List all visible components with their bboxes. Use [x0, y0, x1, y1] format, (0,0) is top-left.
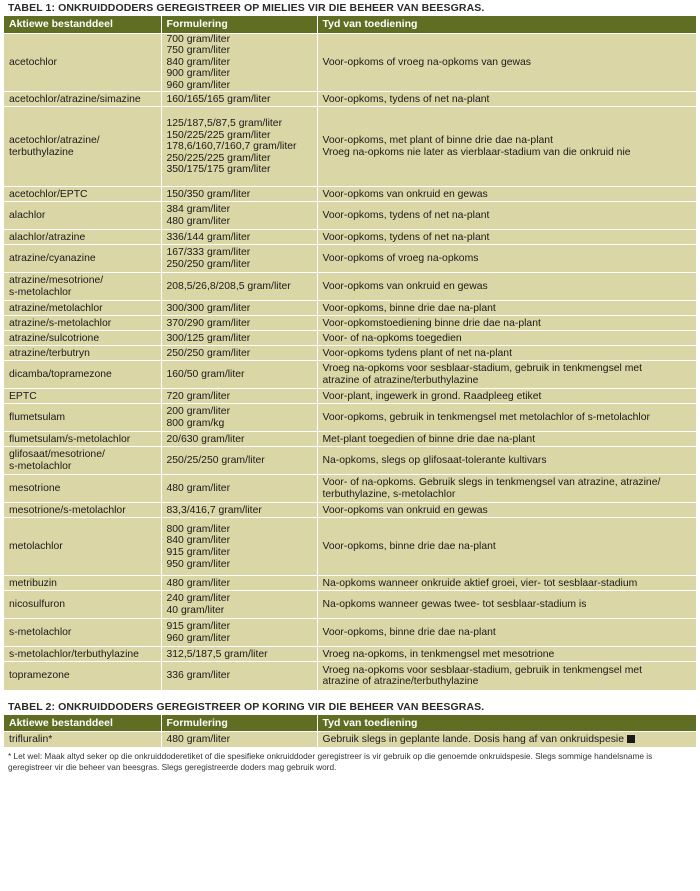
timing-cell: Voor-opkoms, tydens of net na-plant	[317, 202, 696, 230]
ingredient-cell: topramezone	[4, 662, 161, 690]
timing-cell: Voor-opkoms, tydens of net na-plant	[317, 92, 696, 107]
ingredient-cell: atrazine/s-metolachlor	[4, 316, 161, 331]
formulation-cell: 312,5/187,5 gram/liter	[161, 647, 317, 662]
table-row	[4, 107, 696, 187]
formulation-cell: 300/125 gram/liter	[161, 331, 317, 346]
timing-cell: Na-opkoms, slegs op glifosaat-tolerante kultivars	[317, 447, 696, 475]
header-ingredient: Aktiewe bestanddeel	[4, 715, 161, 732]
table-row	[4, 187, 696, 202]
formulation-cell: 300/300 gram/liter	[161, 301, 317, 316]
formulation-cell: 800 gram/liter 840 gram/liter 915 gram/liter 950 gram/liter	[161, 518, 317, 576]
table-row	[4, 503, 696, 518]
ingredient-cell: acetochlor/atrazine/simazine	[4, 92, 161, 107]
table-row	[4, 245, 696, 273]
ingredient-cell: mesotrione/s-metolachlor	[4, 503, 161, 518]
formulation-cell: 700 gram/liter 750 gram/liter 840 gram/liter 900 gram/liter 960 gram/liter	[161, 33, 317, 92]
ingredient-cell: atrazine/sulcotrione	[4, 331, 161, 346]
table-row	[4, 732, 696, 747]
ingredient-cell: metribuzin	[4, 576, 161, 591]
timing-cell: Voor-opkoms, gebruik in tenkmengsel met metolachlor of s-metolachlor	[317, 404, 696, 432]
table-row	[4, 273, 696, 301]
timing-cell: Voor-opkomstoediening binne drie dae na-plant	[317, 316, 696, 331]
timing-cell: Na-opkoms wanneer gewas twee- tot sesblaar-stadium is	[317, 591, 696, 619]
ingredient-cell: acetochlor/EPTC	[4, 187, 161, 202]
timing-cell: Voor-opkoms, binne drie dae na-plant	[317, 619, 696, 647]
timing-cell: Voor-opkoms, tydens of net na-plant	[317, 230, 696, 245]
timing-cell: Voor-opkoms, binne drie dae na-plant	[317, 518, 696, 576]
timing-text: Gebruik slegs in geplante lande. Dosis hang af van onkruidspesie	[322, 733, 625, 745]
timing-cell: Voor- of na-opkoms. Gebruik slegs in tenkmengsel van atrazine, atrazine/ terbuthylazine, s-metolachlor	[317, 475, 696, 503]
table-row	[4, 202, 696, 230]
ingredient-cell: trifluralin*	[4, 732, 161, 747]
timing-cell: Voor-opkoms, binne drie dae na-plant	[317, 301, 696, 316]
timing-cell: Voor-opkoms, met plant of binne drie dae na-plant Vroeg na-opkoms nie later as vierblaar-stadium van die onkruid nie	[317, 107, 696, 187]
ingredient-cell: atrazine/cyanazine	[4, 245, 161, 273]
formulation-cell: 20/630 gram/liter	[161, 432, 317, 447]
formulation-cell: 160/165/165 gram/liter	[161, 92, 317, 107]
header-timing: Tyd van toediening	[317, 16, 696, 33]
timing-cell: Voor-opkoms of vroeg na-opkoms van gewas	[317, 33, 696, 92]
table-row	[4, 432, 696, 447]
timing-cell: Voor-plant, ingewerk in grond. Raadpleeg etiket	[317, 389, 696, 404]
formulation-cell: 208,5/26,8/208,5 gram/liter	[161, 273, 317, 301]
timing-cell: Voor-opkoms van onkruid en gewas	[317, 503, 696, 518]
header-timing: Tyd van toediening	[317, 715, 696, 732]
table1	[4, 16, 696, 690]
table-row	[4, 619, 696, 647]
ingredient-cell: atrazine/metolachlor	[4, 301, 161, 316]
timing-cell: Voor-opkoms van onkruid en gewas	[317, 273, 696, 301]
table2-header-row	[4, 715, 696, 732]
table2	[4, 715, 696, 747]
formulation-cell: 480 gram/liter	[161, 732, 317, 747]
formulation-cell: 160/50 gram/liter	[161, 361, 317, 389]
table2-caption: TABEL 2: ONKRUIDDODERS GEREGISTREER OP KORING VIR DIE BEHEER VAN BEESGRAS.	[8, 700, 485, 713]
formulation-cell: 200 gram/liter 800 gram/kg	[161, 404, 317, 432]
formulation-cell: 83,3/416,7 gram/liter	[161, 503, 317, 518]
header-formulation: Formulering	[161, 715, 317, 732]
formulation-cell: 125/187,5/87,5 gram/liter 150/225/225 gram/liter 178,6/160,7/160,7 gram/liter 250/225/225 gram/liter 350/175/175 gram/liter	[161, 107, 317, 187]
timing-cell	[317, 732, 696, 747]
formulation-cell: 250/250 gram/liter	[161, 346, 317, 361]
formulation-cell: 370/290 gram/liter	[161, 316, 317, 331]
formulation-cell: 250/25/250 gram/liter	[161, 447, 317, 475]
timing-cell: Na-opkoms wanneer onkruide aktief groei, vier- tot sesblaar-stadium	[317, 576, 696, 591]
table-row	[4, 33, 696, 92]
table-row	[4, 301, 696, 316]
table-row	[4, 230, 696, 245]
table-row	[4, 92, 696, 107]
ingredient-cell: alachlor/atrazine	[4, 230, 161, 245]
table-row	[4, 576, 696, 591]
timing-cell: Vroeg na-opkoms voor sesblaar-stadium, gebruik in tenkmengsel met atrazine of atrazine/terbuthylazine	[317, 662, 696, 690]
ingredient-cell: atrazine/mesotrione/ s-metolachlor	[4, 273, 161, 301]
ingredient-cell: EPTC	[4, 389, 161, 404]
formulation-cell: 167/333 gram/liter 250/250 gram/liter	[161, 245, 317, 273]
table-row	[4, 475, 696, 503]
table-row	[4, 447, 696, 475]
table-row	[4, 662, 696, 690]
table-row	[4, 647, 696, 662]
timing-cell: Voor- of na-opkoms toegedien	[317, 331, 696, 346]
table-row	[4, 331, 696, 346]
table1-caption: TABEL 1: ONKRUIDDODERS GEREGISTREER OP MIELIES VIR DIE BEHEER VAN BEESGRAS.	[8, 2, 485, 14]
ingredient-cell: metolachlor	[4, 518, 161, 576]
table-row	[4, 518, 696, 576]
timing-cell: Voor-opkoms van onkruid en gewas	[317, 187, 696, 202]
formulation-cell: 915 gram/liter 960 gram/liter	[161, 619, 317, 647]
formulation-cell: 336 gram/liter	[161, 662, 317, 690]
ingredient-cell: acetochlor	[4, 33, 161, 92]
ingredient-cell: glifosaat/mesotrione/ s-metolachlor	[4, 447, 161, 475]
timing-cell: Voor-opkoms tydens plant of net na-plant	[317, 346, 696, 361]
ingredient-cell: dicamba/topramezone	[4, 361, 161, 389]
ingredient-cell: flumetsulam	[4, 404, 161, 432]
page	[4, 0, 696, 772]
ingredient-cell: flumetsulam/s-metolachlor	[4, 432, 161, 447]
end-square-icon	[627, 735, 635, 743]
formulation-cell: 384 gram/liter 480 gram/liter	[161, 202, 317, 230]
ingredient-cell: nicosulfuron	[4, 591, 161, 619]
header-formulation: Formulering	[161, 16, 317, 33]
table-row	[4, 389, 696, 404]
formulation-cell: 240 gram/liter 40 gram/liter	[161, 591, 317, 619]
timing-cell: Met-plant toegedien of binne drie dae na-plant	[317, 432, 696, 447]
table1-body	[4, 33, 696, 690]
formulation-cell: 480 gram/liter	[161, 475, 317, 503]
formulation-cell: 336/144 gram/liter	[161, 230, 317, 245]
table-row	[4, 404, 696, 432]
timing-cell: Voor-opkoms of vroeg na-opkoms	[317, 245, 696, 273]
formulation-cell: 720 gram/liter	[161, 389, 317, 404]
header-ingredient: Aktiewe bestanddeel	[4, 16, 161, 33]
timing-cell: Vroeg na-opkoms voor sesblaar-stadium, gebruik in tenkmengsel met atrazine of atrazine/terbuthylazine	[317, 361, 696, 389]
ingredient-cell: s-metolachlor/terbuthylazine	[4, 647, 161, 662]
formulation-cell: 150/350 gram/liter	[161, 187, 317, 202]
formulation-cell: 480 gram/liter	[161, 576, 317, 591]
ingredient-cell: s-metolachlor	[4, 619, 161, 647]
ingredient-cell: alachlor	[4, 202, 161, 230]
table-row	[4, 346, 696, 361]
table-row	[4, 361, 696, 389]
table1-header-row	[4, 16, 696, 33]
timing-cell: Vroeg na-opkoms, in tenkmengsel met mesotrione	[317, 647, 696, 662]
footnote: * Let wel: Maak altyd seker op die onkruiddoderetiket of die spesifieke onkruiddoder geregistreer is vir gebruik op die genoemde onkruidspesie. Slegs sommige handelsname is geregistreer vir die beheer van beesgras. Slegs geregistreerde doders mag gebruik word.	[8, 750, 653, 772]
table-row	[4, 316, 696, 331]
table-row	[4, 591, 696, 619]
ingredient-cell: atrazine/terbutryn	[4, 346, 161, 361]
ingredient-cell: acetochlor/atrazine/ terbuthylazine	[4, 107, 161, 187]
ingredient-cell: mesotrione	[4, 475, 161, 503]
